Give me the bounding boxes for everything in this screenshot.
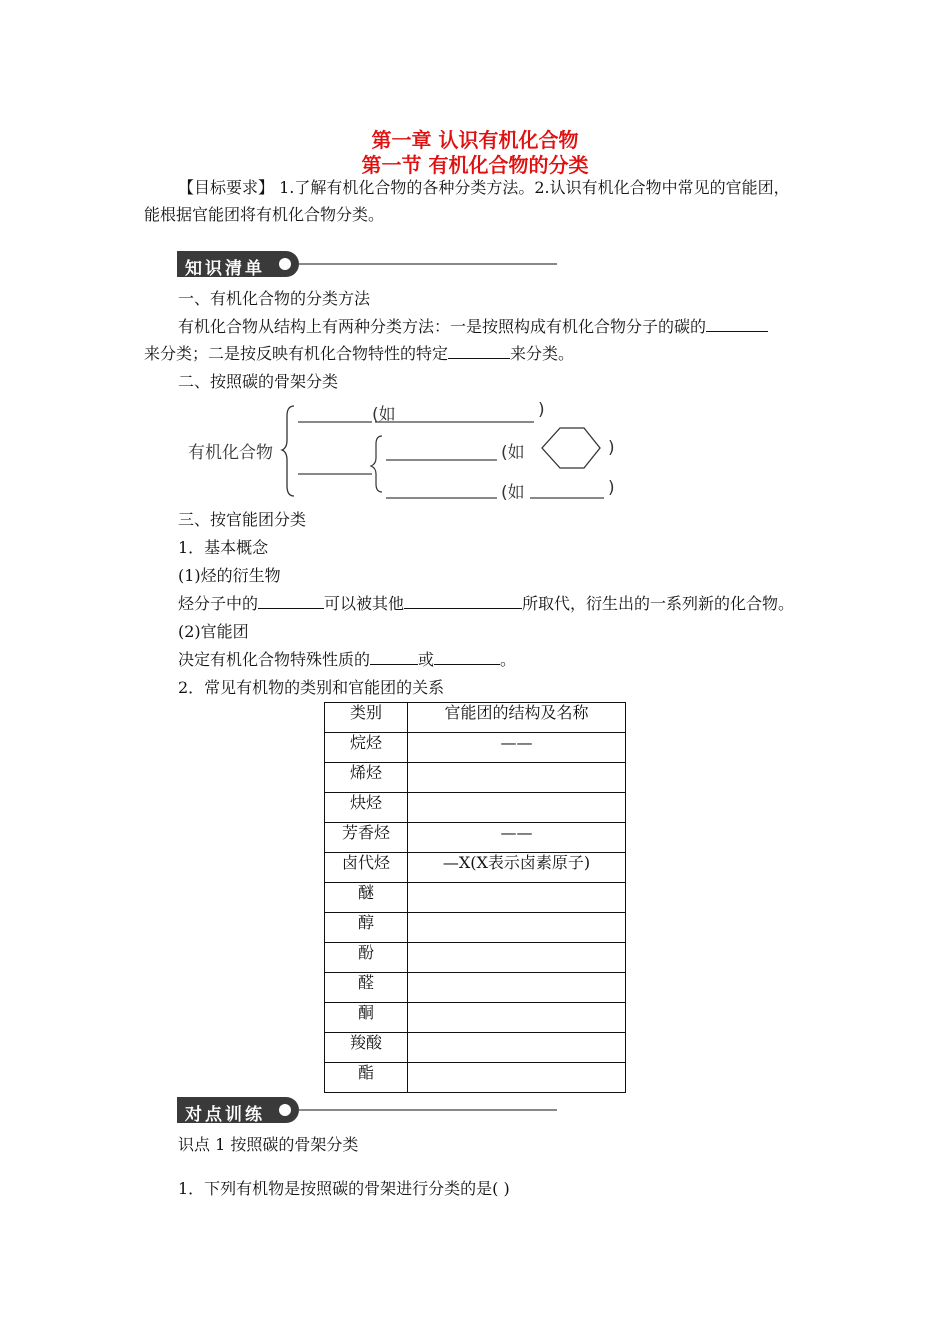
fill-blank[interactable] (370, 650, 418, 665)
item1-text-a: 烃分子中的 (178, 594, 259, 613)
fill-blank[interactable] (706, 317, 768, 332)
functional-group-cell[interactable]: —— (408, 823, 626, 853)
table-row (325, 823, 626, 853)
close-paren-2: ) (608, 438, 615, 458)
classification-diagram (280, 398, 640, 506)
item1-title: (1)烃的衍生物 (178, 566, 281, 585)
item2-text-a: 决定有机化合物特殊性质的 (178, 650, 371, 669)
functional-group-cell[interactable] (408, 1033, 626, 1063)
category-cell: 烯烃 (325, 763, 408, 793)
category-cell: 酮 (325, 1003, 408, 1033)
item1-text-c: 所取代，衍生出的一系列新的化合物。 (522, 594, 795, 613)
item2-text-c: 。 (500, 650, 517, 669)
goals-text-2: 能根据官能团将有机化合物分类。 (144, 205, 385, 224)
example-label-2: (如 (501, 443, 525, 463)
table-row (325, 1003, 626, 1033)
table-header-cell: 官能团的结构及名称 (408, 703, 626, 733)
practice-banner (177, 1097, 557, 1125)
bullet-dot-icon (279, 258, 291, 270)
bullet-dot-icon (279, 1104, 291, 1116)
example-label-3: (如 (501, 483, 525, 503)
item1-text-b: 可以被其他 (324, 594, 405, 613)
question-1: 1．下列有机物是按照碳的骨架进行分类的是( ) (178, 1179, 510, 1198)
table-row (325, 1063, 626, 1093)
table-row (325, 733, 626, 763)
table-row (325, 763, 626, 793)
category-cell: 醇 (325, 913, 408, 943)
table-row (325, 973, 626, 1003)
part3-sub2: 2．常见有机物的类别和官能团的关系 (178, 678, 445, 697)
part1-heading: 一、有机化合物的分类方法 (178, 289, 371, 308)
functional-group-cell[interactable] (408, 883, 626, 913)
part1-text2b: 来分类。 (510, 344, 575, 363)
table-header-cell: 类别 (325, 703, 408, 733)
category-cell: 羧酸 (325, 1033, 408, 1063)
goals-label: 【目标要求】 (178, 178, 275, 197)
table-row (325, 913, 626, 943)
functional-group-cell[interactable] (408, 913, 626, 943)
goals-line-1 (178, 175, 790, 198)
functional-group-cell[interactable] (408, 1063, 626, 1093)
category-cell: 酯 (325, 1063, 408, 1093)
part3-heading: 三、按官能团分类 (178, 510, 307, 529)
category-cell: 炔烃 (325, 793, 408, 823)
functional-group-cell[interactable] (408, 763, 626, 793)
functional-group-table (324, 702, 626, 1093)
table-row (325, 793, 626, 823)
goals-text-1: 1.了解有机化合物的各种分类方法。2.认识有机化合物中常见的官能团， (274, 178, 790, 197)
fill-blank[interactable] (258, 594, 324, 609)
functional-group-cell[interactable]: —— (408, 733, 626, 763)
functional-group-cell[interactable] (408, 1003, 626, 1033)
knowledge-point-1: 识点 1 按照碳的骨架分类 (178, 1135, 359, 1154)
part1-text2a: 来分类；二是按反映有机化合物特性的特定 (144, 344, 449, 363)
knowledge-banner-label: 知识清单 (185, 259, 265, 279)
category-cell: 酚 (325, 943, 408, 973)
category-cell: 醛 (325, 973, 408, 1003)
functional-group-cell[interactable] (408, 943, 626, 973)
table-row (325, 943, 626, 973)
part1-text-line-2 (144, 341, 574, 364)
table-row (325, 1033, 626, 1063)
category-cell: 醚 (325, 883, 408, 913)
table-header-row (325, 703, 626, 733)
chapter-title: 第一章 认识有机化合物 (371, 128, 579, 152)
category-cell: 芳香烃 (325, 823, 408, 853)
practice-banner-label: 对点训练 (185, 1105, 265, 1125)
functional-group-cell[interactable] (408, 793, 626, 823)
category-cell: 烷烃 (325, 733, 408, 763)
benzene-ring-icon (542, 428, 600, 468)
knowledge-banner (177, 251, 557, 279)
part1-text-line-1 (178, 314, 768, 337)
diagram-root-label: 有机化合物 (188, 443, 273, 463)
item2-text-b: 或 (418, 650, 435, 669)
part2-heading: 二、按照碳的骨架分类 (178, 372, 339, 391)
item1-text (178, 591, 794, 614)
functional-group-cell[interactable]: —X(X表示卤素原子) (408, 853, 626, 883)
item2-text (178, 647, 516, 670)
fill-blank[interactable] (404, 594, 522, 609)
part1-text1: 有机化合物从结构上有两种分类方法：一是按照构成有机化合物分子的碳的 (178, 317, 707, 336)
item2-title: (2)官能团 (178, 622, 249, 641)
table-row (325, 883, 626, 913)
part3-sub1: 1．基本概念 (178, 538, 269, 557)
close-paren-1: ) (538, 400, 545, 420)
fill-blank[interactable] (434, 650, 500, 665)
section-title: 第一节 有机化合物的分类 (361, 153, 589, 177)
category-cell: 卤代烃 (325, 853, 408, 883)
fill-blank[interactable] (448, 344, 510, 359)
close-paren-3: ) (608, 478, 615, 498)
functional-group-cell[interactable] (408, 973, 626, 1003)
example-label-1: (如 (372, 405, 396, 425)
table-row (325, 853, 626, 883)
